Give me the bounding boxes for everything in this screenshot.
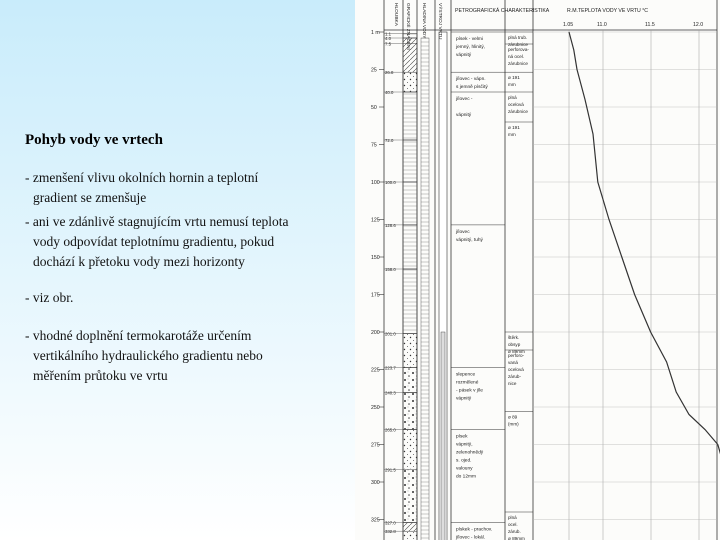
petro-text: rozmělené <box>456 380 479 386</box>
header-temperature: R.M.TEPLOTA VODY VE VRTU °C <box>567 8 649 14</box>
depth-label: 225 <box>371 367 380 374</box>
depth-label: 250 <box>371 405 380 411</box>
header-graphic: GRAFICKÉ ZNAČENÍ <box>405 3 410 50</box>
casing-text: ø 191 <box>508 125 520 130</box>
depth-label: 50 <box>371 105 377 111</box>
depth-label: 1 m <box>371 30 380 36</box>
petro-text: vápnitý, <box>456 442 473 448</box>
slide-title: Pohyb vody ve vrtech <box>25 132 163 148</box>
depth-label: 150 <box>371 255 380 261</box>
bullet-4 <box>25 326 350 386</box>
petro-text: písek - velmi <box>456 37 483 42</box>
casing-text: ø 89mm <box>508 349 525 354</box>
layer-depth-label: 4.0 <box>385 36 391 41</box>
casing-text: plná trub. <box>508 35 528 40</box>
petro-text: - pásek v jíle <box>456 388 483 394</box>
petro-text: slepence <box>456 372 476 378</box>
lithology-layer <box>403 430 417 470</box>
lithology-layer <box>403 531 417 540</box>
borehole-log-figure <box>355 0 720 540</box>
borehole-log-svg <box>355 0 720 540</box>
layer-depth-label: 40.0 <box>385 90 394 95</box>
depth-label: 175 <box>371 292 380 299</box>
casing-text: zárubnice <box>508 42 528 47</box>
layer-depth-label: 223.7 <box>385 365 396 371</box>
depth-label: 200 <box>371 330 380 336</box>
petro-text: vápnitý <box>456 113 472 118</box>
layer-depth-label: 26.8 <box>385 70 394 76</box>
casing-text: zárubnice <box>508 61 528 66</box>
casing-text: vaná <box>508 360 518 365</box>
bullet-line: - viz obr. <box>25 290 74 305</box>
layer-depth-label: 158.0 <box>385 267 396 272</box>
depth-label: 125 <box>371 217 380 224</box>
bullet-line: měřením průtoku ve vrtu <box>33 368 168 383</box>
casing-text: obsyp <box>508 342 521 347</box>
casing-text: zárubnice <box>508 109 528 114</box>
header-water-level: HLADINA VODY <box>421 3 426 39</box>
casing-text: perforo- <box>508 353 525 358</box>
header-casing: VÝSTROJ VRTU <box>437 3 442 40</box>
depth-label: 25 <box>371 67 377 74</box>
lithology-layer <box>403 72 417 92</box>
casing-text: perforova- <box>508 47 529 52</box>
lithology-layer <box>403 225 417 269</box>
petro-text: jílovec - lokál. <box>456 535 486 540</box>
bullet-3 <box>25 288 350 308</box>
depth-label: 75 <box>371 142 377 149</box>
bullet-line: vertikálního hydraulického gradientu nebo <box>33 348 263 363</box>
casing-text: zárub. <box>508 529 521 534</box>
lithology-layer <box>403 269 417 334</box>
casing-text: zárub- <box>508 374 522 379</box>
layer-depth-label: 128.6 <box>385 222 396 228</box>
casing-inner <box>441 332 445 540</box>
layer-depth-label: 332.8 <box>385 529 396 535</box>
petro-text: pískek - prachov. <box>456 527 493 533</box>
temp-tick-label: 1.05 <box>563 22 574 28</box>
bullet-line: - zmenšení vlivu okolních hornin a teplotní <box>25 170 259 185</box>
depth-label: 275 <box>371 442 380 449</box>
casing-text: ocelová <box>508 102 524 107</box>
header-petrographic: PETROGRAFICKÁ CHARAKTERISTIKA <box>455 8 550 14</box>
petro-text: jemný, hlinitý, <box>456 45 486 50</box>
depth-label: 300 <box>371 480 380 486</box>
temp-tick-label: 11.0 <box>597 22 607 28</box>
petro-text: vápnitý, tuhý <box>456 237 483 243</box>
bullet-2 <box>25 212 350 272</box>
lithology-layer <box>403 392 417 429</box>
bullet-line: vody odpovídat teplotnímu gradientu, pokud <box>33 234 275 249</box>
temp-tick-label: 11.5 <box>645 22 655 28</box>
lithology-layer <box>403 469 417 522</box>
bullet-line: - ani ve zdánlivě stagnujícím vrtu nemusí teplota <box>25 214 289 229</box>
bullet-line: - vhodné doplnění termokarotáže určením <box>25 328 252 343</box>
casing-text: ná ocel. <box>508 54 525 59</box>
layer-depth-label: 327.0 <box>385 520 396 526</box>
water-level-column <box>421 38 429 540</box>
petro-text: s. ojed. <box>456 458 472 464</box>
petro-text: písek <box>456 434 468 440</box>
petro-text: vápnitý <box>456 53 472 58</box>
petro-text: jílovec <box>456 229 470 235</box>
layer-depth-label: 7.5 <box>385 41 391 47</box>
bullet-1 <box>25 168 350 208</box>
depth-label: 100 <box>371 180 380 186</box>
bullet-line: dochází k přetoku vody mezi horizonty <box>33 254 245 269</box>
casing-text: mm <box>508 82 516 88</box>
layer-depth-label: 240.3 <box>385 390 396 396</box>
petro-text: jílovec - <box>456 97 473 102</box>
text-panel <box>0 0 355 540</box>
casing-text: štěrk. <box>508 335 520 340</box>
petro-text: do 12mm <box>456 474 476 480</box>
lithology-layer <box>403 182 417 225</box>
lithology-layer <box>403 523 417 532</box>
lithology-layer <box>403 92 417 140</box>
layer-depth-label: 201.0 <box>385 331 396 337</box>
casing-text: (mm) <box>508 421 519 427</box>
layer-depth-label: 100.0 <box>385 180 396 185</box>
casing-text: ocel. <box>508 522 518 527</box>
petro-text: vápnitý <box>456 396 472 402</box>
casing-text: plná <box>508 515 517 520</box>
bullet-line: gradient se zmenšuje <box>33 190 147 205</box>
casing-text: ø 89 <box>508 414 518 420</box>
lithology-layer <box>403 140 417 182</box>
header-depth: HLOUBKA <box>393 3 398 26</box>
casing-text: nice <box>508 381 517 386</box>
lithology-layer <box>403 334 417 368</box>
lithology-layer <box>403 368 417 393</box>
petro-text: jílovec - vápn. <box>456 77 486 83</box>
temperature-line <box>569 32 720 520</box>
temp-tick-label: 12.0 <box>693 22 704 28</box>
petro-text: s jemně písčitý <box>456 85 488 91</box>
layer-depth-label: 265.0 <box>385 427 396 433</box>
casing-text: ocelová <box>508 367 524 372</box>
casing-text: plná <box>508 95 517 100</box>
casing-text: ø 191 <box>508 75 520 81</box>
depth-label: 325 <box>371 517 380 524</box>
layer-depth-label: 1.1 <box>385 31 391 37</box>
casing-text: mm <box>508 132 516 137</box>
petro-text: valouny <box>456 466 473 472</box>
casing-text: ø 89mm <box>508 536 525 540</box>
layer-depth-label: 72.0 <box>385 138 394 143</box>
layer-depth-label: 291.5 <box>385 467 396 473</box>
petro-text: zelenohnědý <box>456 450 484 456</box>
